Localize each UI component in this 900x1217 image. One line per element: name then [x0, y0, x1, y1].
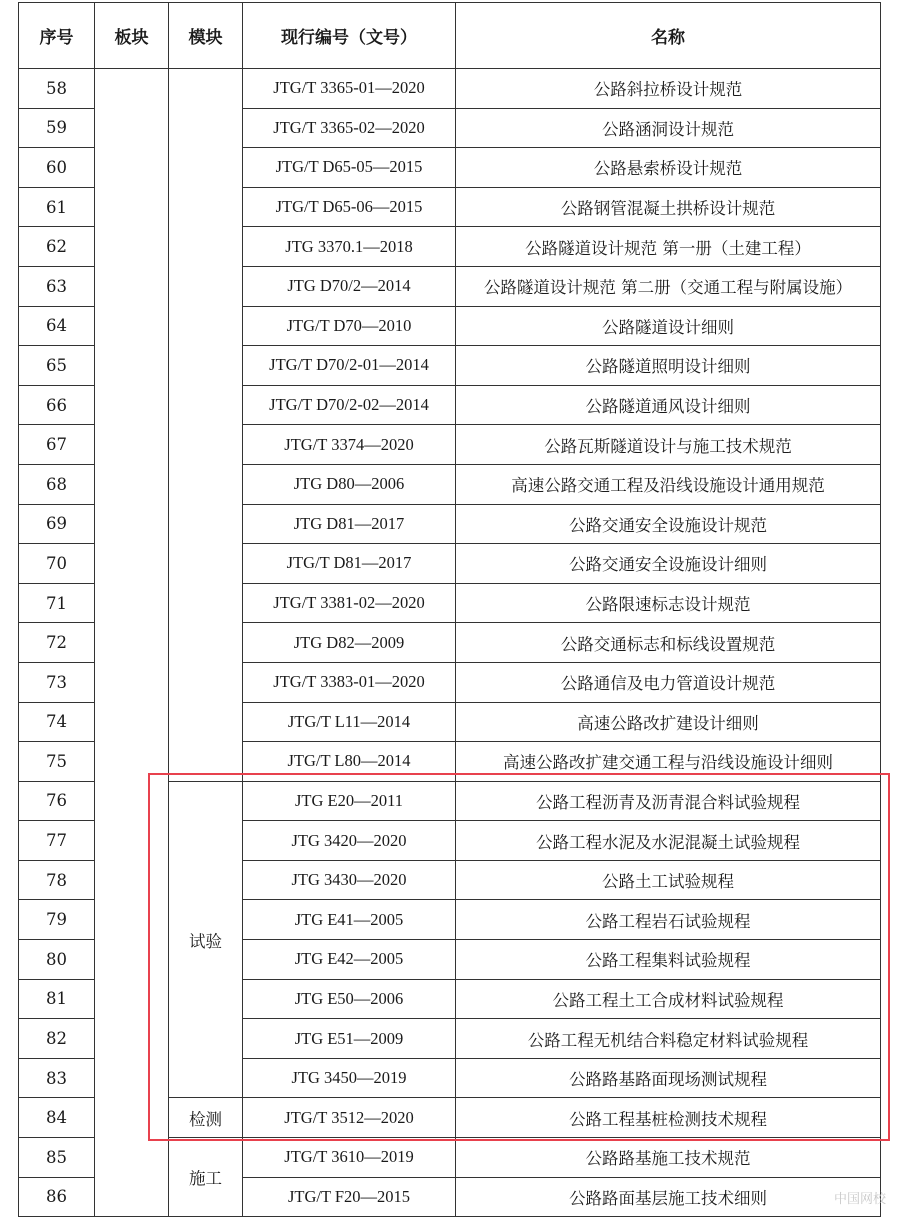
name-cell: 公路工程水泥及水泥混凝土试验规程 — [456, 821, 881, 861]
seq-cell: 58 — [19, 69, 95, 109]
code-cell: JTG D82—2009 — [243, 623, 456, 663]
seq-cell: 86 — [19, 1177, 95, 1217]
seq-cell: 72 — [19, 623, 95, 663]
code-cell: JTG E51—2009 — [243, 1019, 456, 1059]
name-cell: 公路隧道设计规范 第一册（土建工程） — [456, 227, 881, 267]
code-cell: JTG 3420—2020 — [243, 821, 456, 861]
code-cell: JTG/T 3610—2019 — [243, 1138, 456, 1178]
header-seq: 序号 — [19, 3, 95, 69]
seq-cell: 59 — [19, 108, 95, 148]
table-row — [19, 69, 881, 109]
module-cell-test: 试验 — [169, 781, 243, 1098]
seq-cell: 83 — [19, 1058, 95, 1098]
header-name: 名称 — [456, 3, 881, 69]
name-cell: 公路交通安全设施设计细则 — [456, 544, 881, 584]
name-cell: 公路瓦斯隧道设计与施工技术规范 — [456, 425, 881, 465]
seq-cell: 79 — [19, 900, 95, 940]
header-row — [19, 3, 881, 69]
seq-cell: 82 — [19, 1019, 95, 1059]
code-cell: JTG/T 3374—2020 — [243, 425, 456, 465]
code-cell: JTG/T 3365-01—2020 — [243, 69, 456, 109]
code-cell: JTG/T 3512—2020 — [243, 1098, 456, 1138]
seq-cell: 80 — [19, 940, 95, 980]
seq-cell: 75 — [19, 742, 95, 782]
seq-cell: 66 — [19, 385, 95, 425]
code-cell: JTG E20—2011 — [243, 781, 456, 821]
name-cell: 公路工程沥青及沥青混合料试验规程 — [456, 781, 881, 821]
module-cell-inspection: 检测 — [169, 1098, 243, 1138]
code-cell: JTG/T L11—2014 — [243, 702, 456, 742]
code-cell: JTG/T D65-05—2015 — [243, 148, 456, 188]
code-cell: JTG/T D70—2010 — [243, 306, 456, 346]
name-cell: 高速公路改扩建设计细则 — [456, 702, 881, 742]
code-cell: JTG/T 3381-02—2020 — [243, 583, 456, 623]
seq-cell: 65 — [19, 346, 95, 386]
seq-cell: 69 — [19, 504, 95, 544]
code-cell: JTG E41—2005 — [243, 900, 456, 940]
code-cell: JTG D80—2006 — [243, 464, 456, 504]
name-cell: 公路涵洞设计规范 — [456, 108, 881, 148]
seq-cell: 71 — [19, 583, 95, 623]
name-cell: 公路路基施工技术规范 — [456, 1138, 881, 1178]
code-cell: JTG/T L80—2014 — [243, 742, 456, 782]
name-cell: 公路隧道照明设计细则 — [456, 346, 881, 386]
name-cell: 公路路基路面现场测试规程 — [456, 1058, 881, 1098]
name-cell: 公路工程无机结合料稳定材料试验规程 — [456, 1019, 881, 1059]
code-cell: JTG/T 3365-02—2020 — [243, 108, 456, 148]
seq-cell: 70 — [19, 544, 95, 584]
code-cell: JTG/T F20—2015 — [243, 1177, 456, 1217]
code-cell: JTG/T D81—2017 — [243, 544, 456, 584]
seq-cell: 63 — [19, 266, 95, 306]
code-cell: JTG/T D65-06—2015 — [243, 187, 456, 227]
seq-cell: 60 — [19, 148, 95, 188]
code-cell: JTG/T 3383-01—2020 — [243, 662, 456, 702]
name-cell: 公路隧道通风设计细则 — [456, 385, 881, 425]
code-cell: JTG E42—2005 — [243, 940, 456, 980]
seq-cell: 74 — [19, 702, 95, 742]
code-cell: JTG/T D70/2-02—2014 — [243, 385, 456, 425]
header-module: 模块 — [169, 3, 243, 69]
seq-cell: 73 — [19, 662, 95, 702]
name-cell: 公路路面基层施工技术细则 — [456, 1177, 881, 1217]
name-cell: 公路工程基桩检测技术规程 — [456, 1098, 881, 1138]
name-cell: 公路斜拉桥设计规范 — [456, 69, 881, 109]
code-cell: JTG D81—2017 — [243, 504, 456, 544]
code-cell: JTG 3370.1—2018 — [243, 227, 456, 267]
seq-cell: 85 — [19, 1138, 95, 1178]
name-cell: 高速公路改扩建交通工程与沿线设施设计细则 — [456, 742, 881, 782]
name-cell: 公路隧道设计规范 第二册（交通工程与附属设施） — [456, 266, 881, 306]
name-cell: 公路交通标志和标线设置规范 — [456, 623, 881, 663]
seq-cell: 68 — [19, 464, 95, 504]
seq-cell: 76 — [19, 781, 95, 821]
watermark: 中国网校 — [833, 1192, 886, 1207]
seq-cell: 62 — [19, 227, 95, 267]
seq-cell: 78 — [19, 860, 95, 900]
module-cell-construction: 施工 — [169, 1138, 243, 1217]
code-cell: JTG/T D70/2-01—2014 — [243, 346, 456, 386]
highlight-box — [148, 773, 890, 1141]
name-cell: 公路工程集料试验规程 — [456, 940, 881, 980]
name-cell: 高速公路交通工程及沿线设施设计通用规范 — [456, 464, 881, 504]
seq-cell: 61 — [19, 187, 95, 227]
name-cell: 公路交通安全设施设计规范 — [456, 504, 881, 544]
seq-cell: 67 — [19, 425, 95, 465]
code-cell: JTG E50—2006 — [243, 979, 456, 1019]
header-code: 现行编号（文号） — [243, 3, 456, 69]
name-cell: 公路工程土工合成材料试验规程 — [456, 979, 881, 1019]
module-cell — [169, 69, 243, 782]
name-cell: 公路悬索桥设计规范 — [456, 148, 881, 188]
code-cell: JTG D70/2—2014 — [243, 266, 456, 306]
seq-cell: 81 — [19, 979, 95, 1019]
name-cell: 公路隧道设计细则 — [456, 306, 881, 346]
seq-cell: 84 — [19, 1098, 95, 1138]
name-cell: 公路限速标志设计规范 — [456, 583, 881, 623]
code-cell: JTG 3450—2019 — [243, 1058, 456, 1098]
name-cell: 公路钢管混凝土拱桥设计规范 — [456, 187, 881, 227]
header-plate: 板块 — [95, 3, 169, 69]
seq-cell: 64 — [19, 306, 95, 346]
name-cell: 公路工程岩石试验规程 — [456, 900, 881, 940]
seq-cell: 77 — [19, 821, 95, 861]
code-cell: JTG 3430—2020 — [243, 860, 456, 900]
name-cell: 公路土工试验规程 — [456, 860, 881, 900]
name-cell: 公路通信及电力管道设计规范 — [456, 662, 881, 702]
